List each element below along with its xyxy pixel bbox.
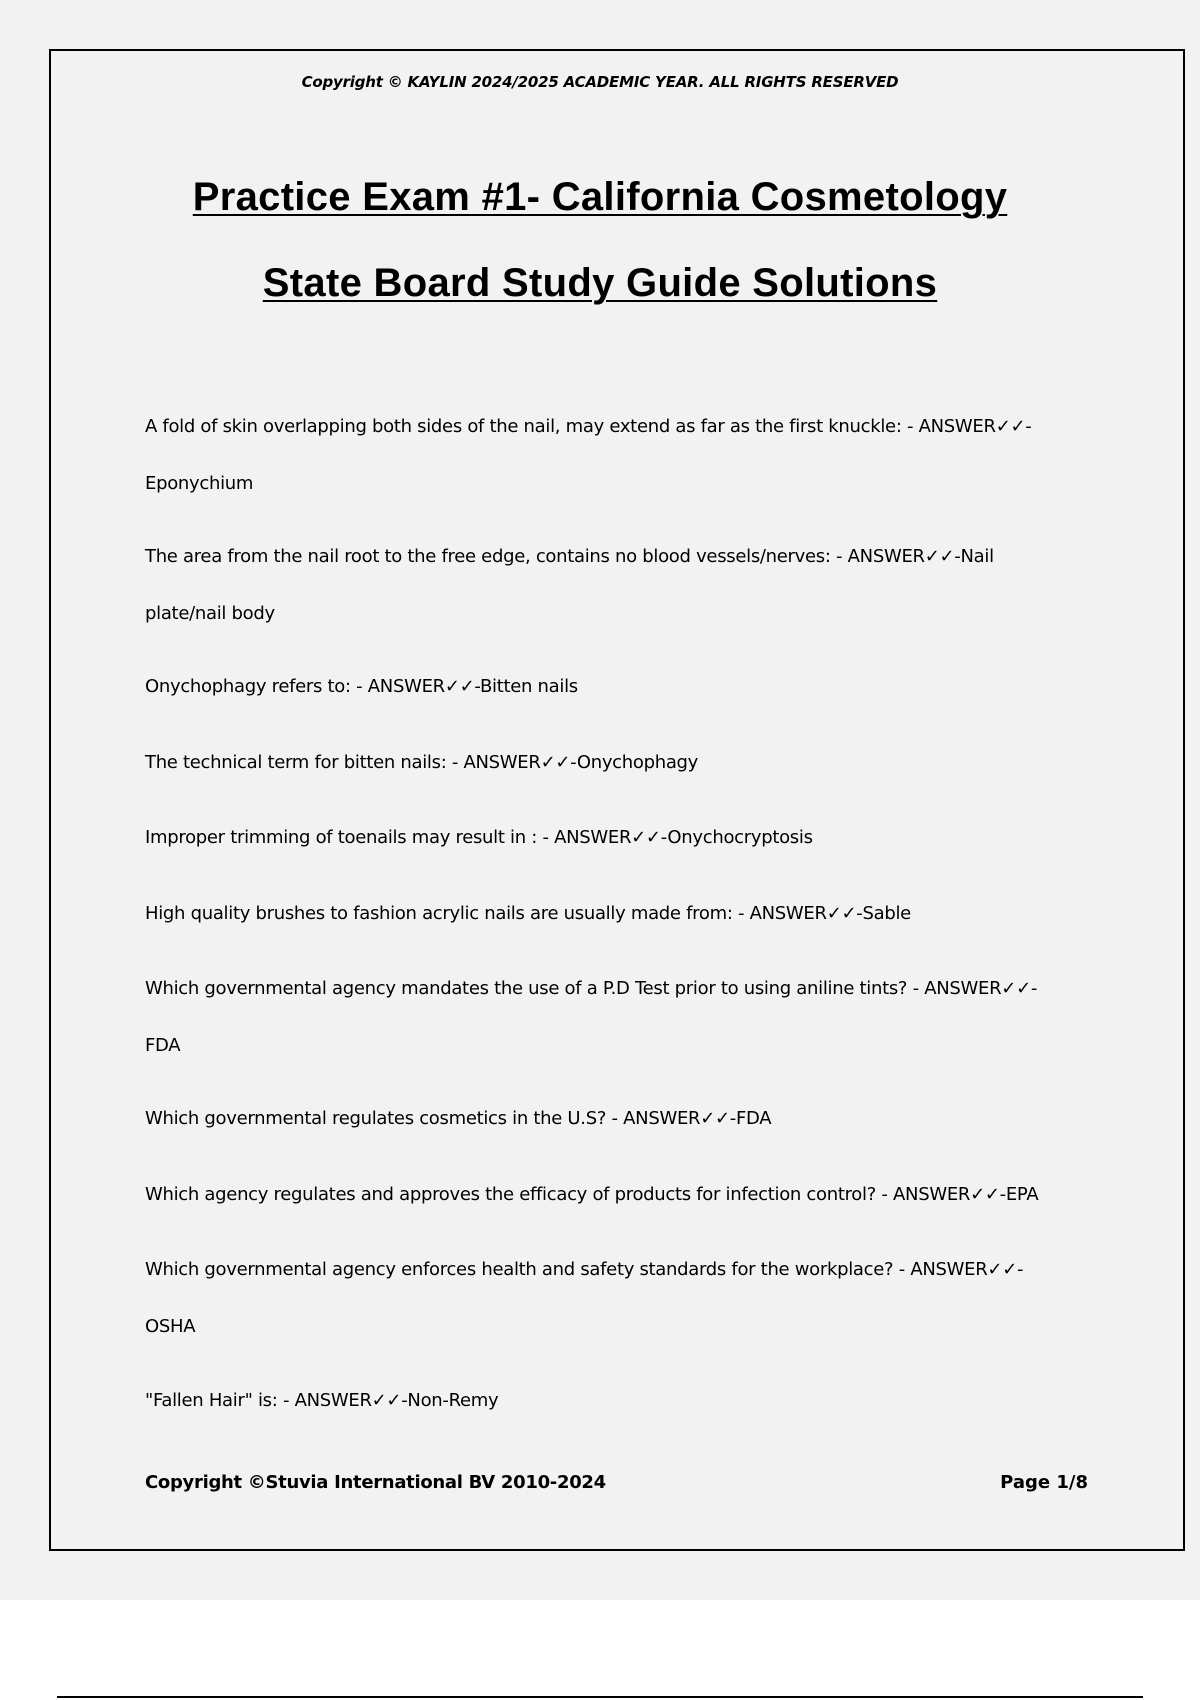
qa-text: High quality brushes to fashion acrylic nails are usually made from: - ANSWER✓✓-Sable	[145, 903, 911, 924]
qa-item	[145, 960, 1095, 1074]
qa-item	[145, 398, 1095, 512]
qa-text: Which governmental agency mandates the use of a P.D Test prior to using aniline tints? - ANSWER✓✓-	[145, 978, 1038, 999]
next-page-divider	[57, 1696, 1143, 1698]
qa-text: Which governmental regulates cosmetics in the U.S? - ANSWER✓✓-FDA	[145, 1108, 772, 1129]
qa-text: Which governmental agency enforces health and safety standards for the workplace? - ANSWER✓✓-	[145, 1259, 1024, 1280]
qa-text-continued: Eponychium	[145, 473, 254, 494]
qa-text-continued: FDA	[145, 1035, 181, 1056]
footer-copyright: Copyright ©Stuvia International BV 2010-2024	[145, 1472, 606, 1493]
qa-item	[145, 734, 1095, 791]
qa-item	[145, 885, 1095, 942]
qa-text-continued: plate/nail body	[145, 603, 275, 624]
qa-item	[145, 809, 1095, 866]
qa-item	[145, 658, 1095, 715]
page-title-line-2: State Board Study Guide Solutions	[262, 261, 938, 305]
qa-text: The technical term for bitten nails: - ANSWER✓✓-Onychophagy	[145, 752, 699, 773]
qa-item	[145, 1241, 1095, 1355]
page-title-line-1: Practice Exam #1- California Cosmetology	[192, 175, 1008, 219]
qa-item	[145, 1372, 1095, 1429]
qa-item	[145, 1090, 1095, 1147]
qa-text: The area from the nail root to the free edge, contains no blood vessels/nerves: - ANSWER✓✓-Nail	[145, 546, 994, 567]
header-copyright: Copyright © KAYLIN 2024/2025 ACADEMIC YEAR. ALL RIGHTS RESERVED	[301, 73, 899, 91]
qa-item	[145, 1166, 1095, 1223]
qa-text: Which agency regulates and approves the efficacy of products for infection control? - ANSWER✓✓-EPA	[145, 1184, 1039, 1205]
qa-text-continued: OSHA	[145, 1316, 196, 1337]
page-number: Page 1/8	[1000, 1472, 1088, 1493]
qa-text: Onychophagy refers to: - ANSWER✓✓-Bitten nails	[145, 676, 578, 697]
qa-text: Improper trimming of toenails may result in : - ANSWER✓✓-Onychocryptosis	[145, 827, 813, 848]
qa-text: A fold of skin overlapping both sides of the nail, may extend as far as the first knuckle: - ANSWER✓✓-	[145, 416, 1032, 437]
qa-item	[145, 528, 1095, 642]
qa-text: "Fallen Hair" is: - ANSWER✓✓-Non-Remy	[145, 1390, 499, 1411]
